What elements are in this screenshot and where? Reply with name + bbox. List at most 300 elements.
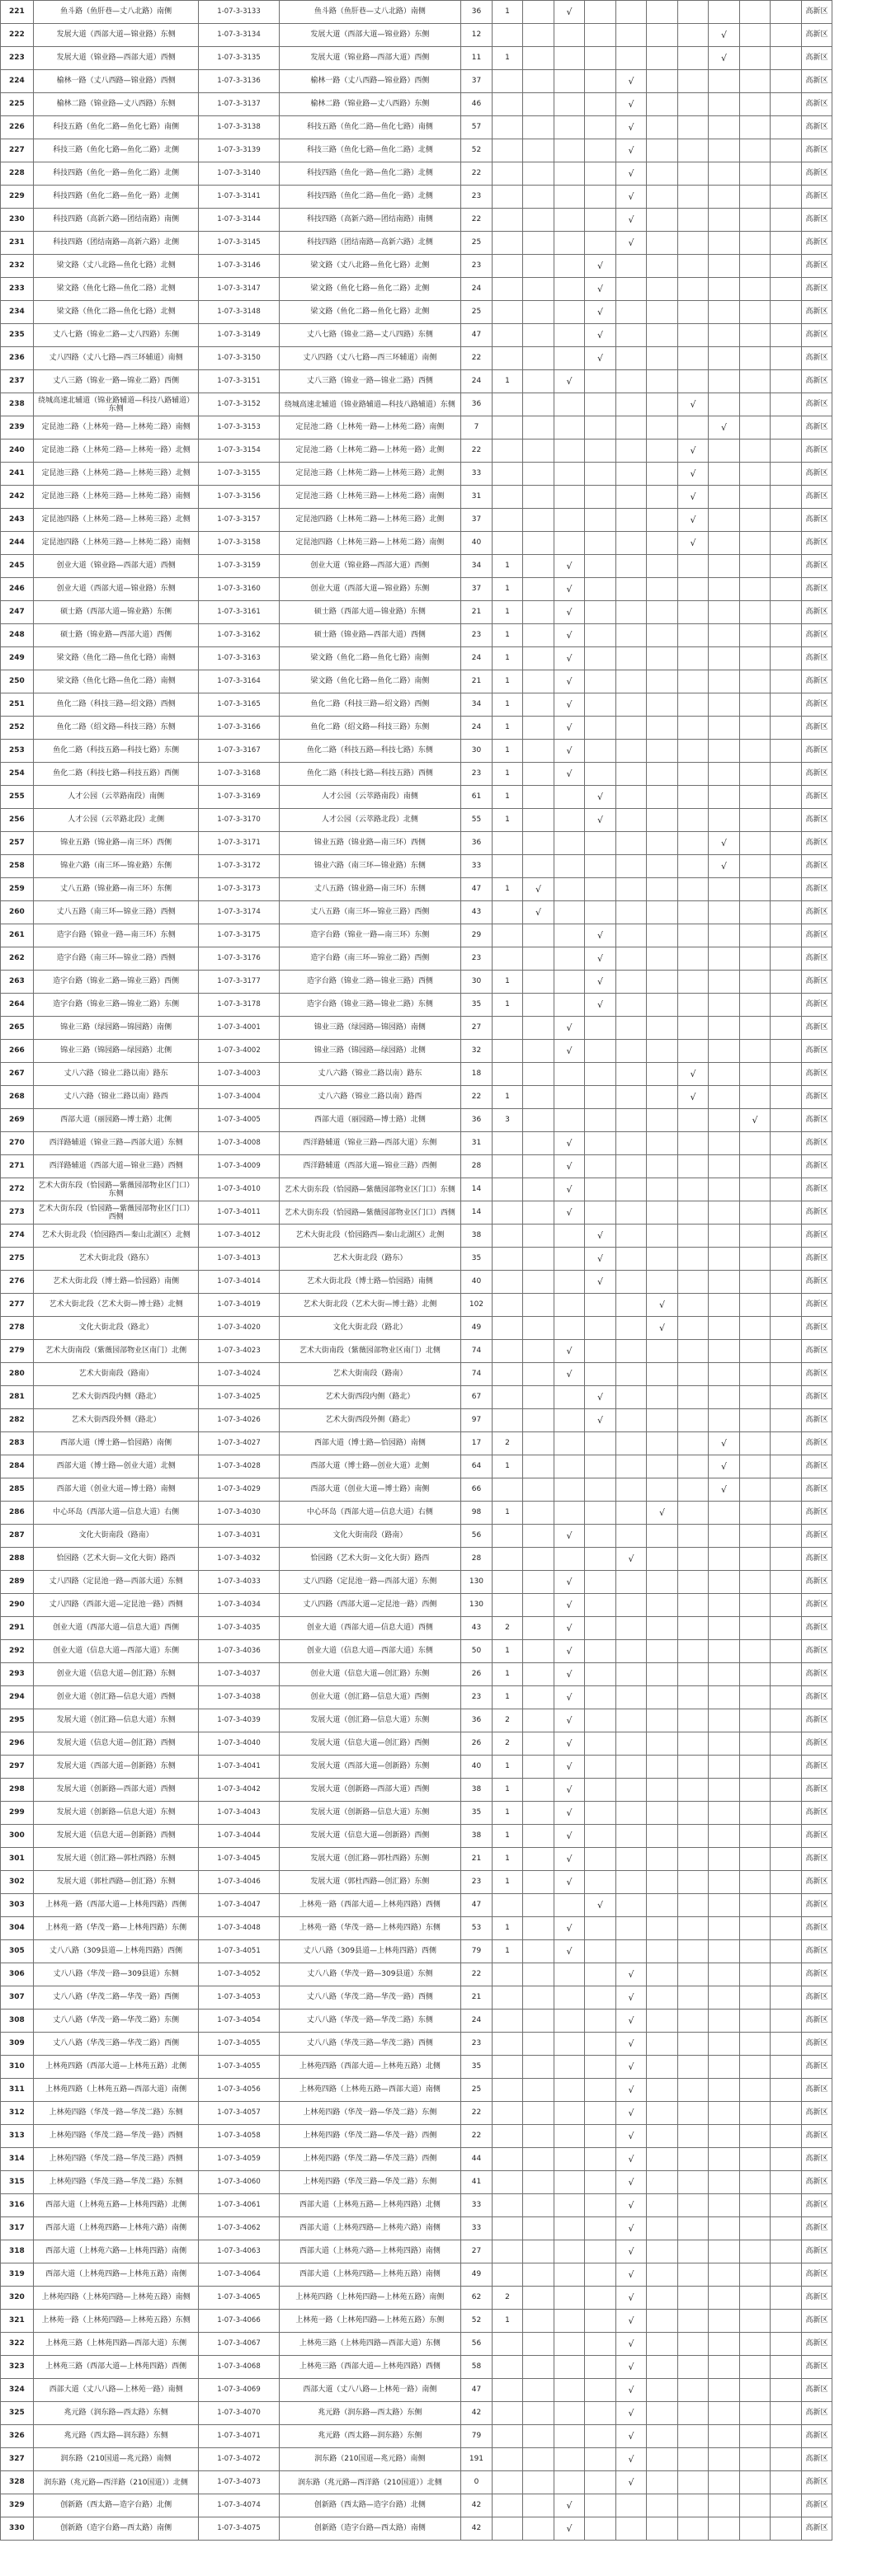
section-code-cell: 1-07-3-4063 <box>199 2240 279 2263</box>
section-code-cell: 1-07-3-3176 <box>199 947 279 971</box>
row-number-cell: 267 <box>1 1063 34 1086</box>
section-code-cell: 1-07-3-3159 <box>199 555 279 578</box>
category-check-cell <box>647 1756 678 1779</box>
section-code-cell: 1-07-3-4004 <box>199 1086 279 1109</box>
section-code-cell: 1-07-3-3162 <box>199 624 279 647</box>
category-check-cell <box>615 1571 647 1594</box>
check-mark-icon: √ <box>720 838 727 848</box>
category-check-cell <box>615 2287 647 2310</box>
space-count-cell: 53 <box>461 1917 493 1940</box>
category-check-cell <box>739 278 771 301</box>
category-check-cell <box>647 1201 678 1225</box>
space-count-cell: 14 <box>461 1201 493 1225</box>
category-check-cell <box>647 855 678 878</box>
section-code-cell: 1-07-3-4058 <box>199 2125 279 2148</box>
category-check-cell <box>647 1 678 24</box>
section-name-cell: 硕士路（西部大道—锦业路）东侧 <box>33 601 199 624</box>
category-check-cell <box>647 2448 678 2471</box>
table-row <box>1 1409 891 1432</box>
extra-count-cell <box>492 301 523 324</box>
category-check-cell <box>739 1548 771 1571</box>
category-check-cell <box>554 1478 585 1502</box>
table-row <box>1 1571 891 1594</box>
category-check-cell <box>523 1848 554 1871</box>
district-cell: 高新区 <box>801 1617 832 1640</box>
table-row <box>1 2102 891 2125</box>
row-number-cell: 321 <box>1 2310 34 2333</box>
section-location-cell: 发展大道（创新路—信息大道）东侧 <box>279 1802 461 1825</box>
table-row <box>1 924 891 947</box>
category-check-cell <box>709 2448 740 2471</box>
category-check-cell <box>739 47 771 70</box>
category-check-cell <box>739 486 771 509</box>
section-name-cell: 创新路（西太路—造字台路）北侧 <box>33 2494 199 2517</box>
category-check-cell <box>647 440 678 463</box>
category-check-cell <box>677 93 709 116</box>
space-count-cell: 37 <box>461 509 493 532</box>
space-count-cell: 22 <box>461 162 493 186</box>
table-row <box>1 463 891 486</box>
category-check-cell <box>615 924 647 947</box>
extra-count-cell: 2 <box>492 1432 523 1455</box>
category-check-cell <box>523 2148 554 2171</box>
category-check-cell <box>554 2217 585 2240</box>
district-cell: 高新区 <box>801 1478 832 1502</box>
category-check-cell <box>771 1 802 24</box>
space-count-cell: 52 <box>461 139 493 162</box>
section-name-cell: 丈八四路（西部大道—定昆池一路）西侧 <box>33 1594 199 1617</box>
category-check-cell <box>709 2402 740 2425</box>
section-name-cell: 创业大道（信息大道—西部大道）东侧 <box>33 1640 199 1663</box>
category-check-cell <box>554 1940 585 1963</box>
section-location-cell: 西部大道（丈八八路—上林苑一路）南侧 <box>279 2379 461 2402</box>
table-row <box>1 209 891 232</box>
extra-count-cell: 1 <box>492 786 523 809</box>
category-check-cell <box>771 1363 802 1386</box>
section-location-cell: 鱼化二路（科技七路—科技五路）西侧 <box>279 763 461 786</box>
section-name-cell: 发展大道（信息大道—创汇路）西侧 <box>33 1732 199 1756</box>
category-check-cell <box>709 1455 740 1478</box>
section-location-cell: 硕士路（锦业路—西部大道）西侧 <box>279 624 461 647</box>
category-check-cell <box>709 2263 740 2287</box>
section-name-cell: 丈八七路（锦业二路—丈八四路）东侧 <box>33 324 199 347</box>
category-check-cell <box>523 1225 554 1248</box>
category-check-cell <box>615 1640 647 1663</box>
category-check-cell <box>585 93 616 116</box>
table-row <box>1 139 891 162</box>
extra-count-cell: 1 <box>492 717 523 740</box>
category-check-cell <box>771 901 802 924</box>
extra-count-cell <box>492 1386 523 1409</box>
category-check-cell <box>677 2448 709 2471</box>
row-number-cell: 292 <box>1 1640 34 1663</box>
category-check-cell <box>677 1340 709 1363</box>
check-mark-icon: √ <box>566 584 573 595</box>
table-row <box>1 1201 891 1225</box>
category-check-cell <box>647 994 678 1017</box>
category-check-cell <box>739 186 771 209</box>
district-cell: 高新区 <box>801 555 832 578</box>
check-mark-icon: √ <box>566 1369 573 1380</box>
category-check-cell <box>739 1825 771 1848</box>
row-number-cell: 235 <box>1 324 34 347</box>
category-check-cell <box>615 1248 647 1271</box>
row-number-cell: 268 <box>1 1086 34 1109</box>
category-check-cell <box>677 1594 709 1617</box>
category-check-cell <box>554 2425 585 2448</box>
category-check-cell <box>677 1963 709 1986</box>
category-check-cell <box>585 1640 616 1663</box>
section-code-cell: 1-07-3-3138 <box>199 116 279 139</box>
category-check-cell <box>647 509 678 532</box>
district-cell: 高新区 <box>801 624 832 647</box>
extra-count-cell: 1 <box>492 647 523 670</box>
check-mark-icon: √ <box>566 1646 573 1657</box>
row-number-cell: 240 <box>1 440 34 463</box>
section-name-cell: 上林苑四路（华茂三路—华茂二路）东侧 <box>33 2171 199 2194</box>
space-count-cell: 34 <box>461 555 493 578</box>
category-check-cell <box>647 2148 678 2171</box>
category-check-cell <box>615 24 647 47</box>
extra-count-cell: 1 <box>492 1 523 24</box>
category-check-cell <box>585 47 616 70</box>
row-number-cell: 289 <box>1 1571 34 1594</box>
category-check-cell <box>739 2171 771 2194</box>
category-check-cell <box>771 878 802 901</box>
category-check-cell <box>709 255 740 278</box>
category-check-cell <box>554 1571 585 1594</box>
category-check-cell <box>647 1225 678 1248</box>
table-row <box>1 1063 891 1086</box>
section-code-cell: 1-07-3-4041 <box>199 1756 279 1779</box>
category-check-cell <box>523 1317 554 1340</box>
category-check-cell <box>585 1871 616 1894</box>
table-row <box>1 440 891 463</box>
row-number-cell: 251 <box>1 693 34 717</box>
district-cell: 高新区 <box>801 2494 832 2517</box>
category-check-cell <box>554 2125 585 2148</box>
category-check-cell <box>739 670 771 693</box>
category-check-cell <box>739 162 771 186</box>
row-number-cell: 312 <box>1 2102 34 2125</box>
section-name-cell: 西部大道（丈八八路—上林苑一路）南侧 <box>33 2379 199 2402</box>
category-check-cell <box>615 1432 647 1455</box>
section-name-cell: 创业大道（信息大道—创汇路）东侧 <box>33 1663 199 1686</box>
section-code-cell: 1-07-3-4068 <box>199 2356 279 2379</box>
row-number-cell: 241 <box>1 463 34 486</box>
category-check-cell <box>554 1617 585 1640</box>
category-check-cell <box>585 301 616 324</box>
district-cell: 高新区 <box>801 2287 832 2310</box>
category-check-cell <box>709 1871 740 1894</box>
category-check-cell <box>585 2033 616 2056</box>
category-check-cell <box>709 2102 740 2125</box>
category-check-cell <box>647 2171 678 2194</box>
section-code-cell: 1-07-3-3170 <box>199 809 279 832</box>
district-cell: 高新区 <box>801 2033 832 2056</box>
table-row <box>1 2448 891 2471</box>
category-check-cell <box>647 832 678 855</box>
category-check-cell <box>739 24 771 47</box>
check-mark-icon: √ <box>690 491 696 502</box>
category-check-cell <box>585 1271 616 1294</box>
category-check-cell <box>709 1779 740 1802</box>
section-location-cell: 兆元路（润东路—西太路）东侧 <box>279 2402 461 2425</box>
section-code-cell: 1-07-3-4009 <box>199 1155 279 1178</box>
category-check-cell <box>709 1709 740 1732</box>
category-check-cell <box>771 1663 802 1686</box>
category-check-cell <box>647 186 678 209</box>
category-check-cell <box>647 209 678 232</box>
table-row <box>1 1963 891 1986</box>
category-check-cell <box>523 486 554 509</box>
category-check-cell <box>615 1894 647 1917</box>
category-check-cell <box>647 139 678 162</box>
space-count-cell: 56 <box>461 2333 493 2356</box>
check-mark-icon: √ <box>720 1484 727 1495</box>
category-check-cell <box>677 1 709 24</box>
section-code-cell: 1-07-3-4001 <box>199 1017 279 1040</box>
category-check-cell <box>709 1732 740 1756</box>
section-location-cell: 中心环岛（西部大道—信息大道）右侧 <box>279 1502 461 1525</box>
category-check-cell <box>523 1525 554 1548</box>
category-check-cell <box>647 2494 678 2517</box>
category-check-cell <box>615 555 647 578</box>
category-check-cell <box>771 1825 802 1848</box>
category-check-cell <box>523 93 554 116</box>
category-check-cell <box>709 440 740 463</box>
category-check-cell <box>647 1825 678 1848</box>
district-cell: 高新区 <box>801 924 832 947</box>
section-code-cell: 1-07-3-4066 <box>199 2310 279 2333</box>
category-check-cell <box>709 301 740 324</box>
table-row <box>1 1040 891 1063</box>
section-location-cell: 发展大道（创新路—西部大道）西侧 <box>279 1779 461 1802</box>
category-check-cell <box>523 70 554 93</box>
extra-count-cell: 1 <box>492 1502 523 1525</box>
category-check-cell <box>677 971 709 994</box>
extra-count-cell <box>492 70 523 93</box>
row-number-cell: 275 <box>1 1248 34 1271</box>
table-row <box>1 1294 891 1317</box>
district-cell: 高新区 <box>801 1409 832 1432</box>
category-check-cell <box>771 2494 802 2517</box>
district-cell: 高新区 <box>801 1871 832 1894</box>
category-check-cell <box>739 1017 771 1040</box>
district-cell: 高新区 <box>801 647 832 670</box>
space-count-cell: 17 <box>461 1432 493 1455</box>
district-cell: 高新区 <box>801 693 832 717</box>
category-check-cell <box>647 1525 678 1548</box>
extra-count-cell: 1 <box>492 1779 523 1802</box>
extra-count-cell: 2 <box>492 2287 523 2310</box>
row-number-cell: 257 <box>1 832 34 855</box>
section-code-cell: 1-07-3-4055 <box>199 2033 279 2056</box>
space-count-cell: 21 <box>461 1848 493 1871</box>
category-check-cell <box>677 786 709 809</box>
section-code-cell: 1-07-3-3160 <box>199 578 279 601</box>
category-check-cell <box>739 1986 771 2010</box>
category-check-cell <box>647 2194 678 2217</box>
section-code-cell: 1-07-3-4055 <box>199 2056 279 2079</box>
category-check-cell <box>615 2102 647 2125</box>
category-check-cell <box>585 578 616 601</box>
category-check-cell <box>647 2310 678 2333</box>
category-check-cell <box>771 2402 802 2425</box>
category-check-cell <box>647 1732 678 1756</box>
section-location-cell: 梁文路（鱼化七路—鱼化二路）北侧 <box>279 278 461 301</box>
district-cell: 高新区 <box>801 578 832 601</box>
space-count-cell: 26 <box>461 1663 493 1686</box>
extra-count-cell <box>492 93 523 116</box>
section-location-cell: 丈八八路（华茂二路—华茂一路）西侧 <box>279 1986 461 2010</box>
section-location-cell: 定昆池二路（上林苑二路—上林苑一路）北侧 <box>279 440 461 463</box>
check-mark-icon: √ <box>628 2177 634 2188</box>
category-check-cell <box>771 301 802 324</box>
district-cell: 高新区 <box>801 2102 832 2125</box>
category-check-cell <box>677 1871 709 1894</box>
check-mark-icon: √ <box>628 2085 634 2095</box>
category-check-cell <box>615 301 647 324</box>
category-check-cell <box>677 2171 709 2194</box>
category-check-cell <box>647 1502 678 1525</box>
section-location-cell: 发展大道（信息大道—创新路）西侧 <box>279 1825 461 1848</box>
category-check-cell <box>647 2287 678 2310</box>
check-mark-icon: √ <box>720 53 727 63</box>
district-cell: 高新区 <box>801 1940 832 1963</box>
category-check-cell <box>585 717 616 740</box>
section-name-cell: 发展大道（信息大道—创新路）西侧 <box>33 1825 199 1848</box>
district-cell: 高新区 <box>801 994 832 1017</box>
section-location-cell: 丈八七路（锦业二路—丈八四路）东侧 <box>279 324 461 347</box>
row-number-cell: 239 <box>1 416 34 440</box>
category-check-cell <box>677 855 709 878</box>
category-check-cell <box>677 2379 709 2402</box>
category-check-cell <box>677 1294 709 1317</box>
extra-count-cell <box>492 855 523 878</box>
district-cell: 高新区 <box>801 255 832 278</box>
section-location-cell: 西洋路辅道（西部大道—锦业三路）西侧 <box>279 1155 461 1178</box>
category-check-cell <box>709 2079 740 2102</box>
category-check-cell <box>647 93 678 116</box>
space-count-cell: 30 <box>461 971 493 994</box>
section-location-cell: 艺术大街南段（紫薇园部物业区南门）北侧 <box>279 1340 461 1363</box>
section-code-cell: 1-07-3-4070 <box>199 2402 279 2425</box>
category-check-cell <box>554 624 585 647</box>
category-check-cell <box>739 1963 771 1986</box>
category-check-cell <box>615 809 647 832</box>
category-check-cell <box>615 1155 647 1178</box>
space-count-cell: 28 <box>461 1548 493 1571</box>
district-cell: 高新区 <box>801 70 832 93</box>
section-location-cell: 鱼斗路（鱼肝巷—丈八北路）南侧 <box>279 1 461 24</box>
category-check-cell <box>709 1 740 24</box>
category-check-cell <box>677 555 709 578</box>
category-check-cell <box>554 463 585 486</box>
category-check-cell <box>615 370 647 393</box>
district-cell: 高新区 <box>801 2402 832 2425</box>
row-number-cell: 325 <box>1 2402 34 2425</box>
category-check-cell <box>771 2148 802 2171</box>
category-check-cell <box>677 186 709 209</box>
category-check-cell <box>554 301 585 324</box>
table-row <box>1 763 891 786</box>
extra-count-cell <box>492 2125 523 2148</box>
category-check-cell <box>739 2079 771 2102</box>
section-code-cell: 1-07-3-3148 <box>199 301 279 324</box>
category-check-cell <box>739 717 771 740</box>
category-check-cell <box>585 1178 616 1201</box>
category-check-cell <box>677 994 709 1017</box>
extra-count-cell <box>492 440 523 463</box>
category-check-cell <box>585 1201 616 1225</box>
category-check-cell <box>771 1409 802 1432</box>
category-check-cell <box>615 624 647 647</box>
space-count-cell: 24 <box>461 370 493 393</box>
category-check-cell <box>771 1294 802 1317</box>
section-code-cell: 1-07-3-4071 <box>199 2425 279 2448</box>
district-cell: 高新区 <box>801 209 832 232</box>
section-name-cell: 科技三路（鱼化七路—鱼化二路）北侧 <box>33 139 199 162</box>
category-check-cell <box>677 2217 709 2240</box>
category-check-cell <box>709 1917 740 1940</box>
category-check-cell <box>523 2102 554 2125</box>
category-check-cell <box>585 463 616 486</box>
extra-count-cell <box>492 1478 523 1502</box>
district-cell: 高新区 <box>801 1040 832 1063</box>
category-check-cell <box>677 532 709 555</box>
row-number-cell: 285 <box>1 1478 34 1502</box>
category-check-cell <box>554 2287 585 2310</box>
category-check-cell <box>523 1155 554 1178</box>
category-check-cell <box>677 1063 709 1086</box>
category-check-cell <box>709 1963 740 1986</box>
category-check-cell <box>615 2263 647 2287</box>
district-cell: 高新区 <box>801 1848 832 1871</box>
category-check-cell <box>585 1017 616 1040</box>
category-check-cell <box>615 1132 647 1155</box>
category-check-cell <box>709 1894 740 1917</box>
category-check-cell <box>709 209 740 232</box>
category-check-cell <box>647 2079 678 2102</box>
district-cell: 高新区 <box>801 370 832 393</box>
category-check-cell <box>554 509 585 532</box>
table-row <box>1 2056 891 2079</box>
section-code-cell: 1-07-3-4012 <box>199 1225 279 1248</box>
table-row <box>1 947 891 971</box>
section-name-cell: 上林苑一路（上林苑四路—上林苑五路）东侧 <box>33 2310 199 2333</box>
extra-count-cell: 1 <box>492 994 523 1017</box>
space-count-cell: 34 <box>461 693 493 717</box>
district-cell: 高新区 <box>801 324 832 347</box>
space-count-cell: 31 <box>461 486 493 509</box>
category-check-cell <box>523 509 554 532</box>
category-check-cell <box>647 1917 678 1940</box>
table-row <box>1 1779 891 1802</box>
space-count-cell: 24 <box>461 2010 493 2033</box>
row-number-cell: 223 <box>1 47 34 70</box>
category-check-cell <box>677 1386 709 1409</box>
section-code-cell: 1-07-3-3167 <box>199 740 279 763</box>
section-code-cell: 1-07-3-4039 <box>199 1709 279 1732</box>
section-code-cell: 1-07-3-4011 <box>199 1201 279 1225</box>
category-check-cell <box>615 1548 647 1571</box>
section-name-cell: 丈八八路（华茂二路—华茂一路）西侧 <box>33 1986 199 2010</box>
section-name-cell: 科技四路（高新六路—团结南路）南侧 <box>33 209 199 232</box>
category-check-cell <box>709 647 740 670</box>
section-location-cell: 丈八三路（锦业一路—锦业二路）西侧 <box>279 370 461 393</box>
category-check-cell <box>585 2310 616 2333</box>
